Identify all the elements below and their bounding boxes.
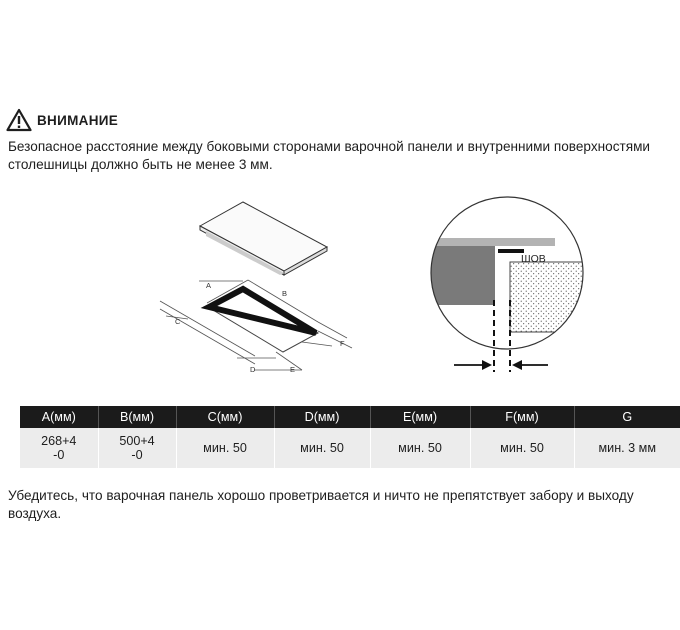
- table-row: [20, 428, 680, 468]
- dimension-label-f: F: [340, 339, 345, 348]
- dimension-label-a: A: [206, 281, 212, 290]
- dimension-label-e: E: [290, 365, 296, 374]
- warning-text: Безопасное расстояние между боковыми сторонами варочной панели и внутренними поверхностями столешницы должно быть не менее 3 мм.: [8, 139, 651, 172]
- installation-diagram: [0, 185, 680, 385]
- table-cell: мин. 50: [370, 428, 470, 468]
- table-cell: мин. 50: [176, 428, 274, 468]
- dimension-label-b: B: [282, 289, 288, 298]
- warning-header: [6, 108, 118, 132]
- table-header-cell: G: [574, 406, 680, 428]
- seam-label: ШОВ: [521, 253, 546, 265]
- table-header-cell: C(мм): [176, 406, 274, 428]
- cell-tolerance: -0: [131, 448, 143, 462]
- table-header-cell: D(мм): [274, 406, 370, 428]
- ventilation-note: Убедитесь, что варочная панель хорошо проветривается и ничто не препятствует забору и выходу воздуха.: [8, 488, 634, 521]
- dimension-label-d: D: [250, 365, 256, 374]
- table-header-cell: E(мм): [370, 406, 470, 428]
- table-cell: мин. 50: [470, 428, 574, 468]
- warning-title: ВНИМАНИЕ: [37, 112, 119, 128]
- table-cell: [20, 428, 98, 468]
- cell-tolerance: -0: [53, 448, 65, 462]
- dimensions-table: [20, 406, 680, 468]
- table-header-row: [20, 406, 680, 428]
- cell-value: 500+4: [119, 434, 155, 448]
- table-header-cell: B(мм): [98, 406, 176, 428]
- table-header-cell: F(мм): [470, 406, 574, 428]
- seam-detail-view: [425, 195, 600, 372]
- dimension-label-c: C: [175, 317, 181, 326]
- table-cell: мин. 3 мм: [574, 428, 680, 468]
- hob-illustration: [200, 202, 327, 275]
- table-cell: [98, 428, 176, 468]
- cell-value: 268+4: [41, 434, 77, 448]
- table-cell: мин. 50: [274, 428, 370, 468]
- warning-triangle-icon: [6, 108, 32, 132]
- cutout-illustration: [160, 280, 352, 370]
- table-header-cell: A(мм): [20, 406, 98, 428]
